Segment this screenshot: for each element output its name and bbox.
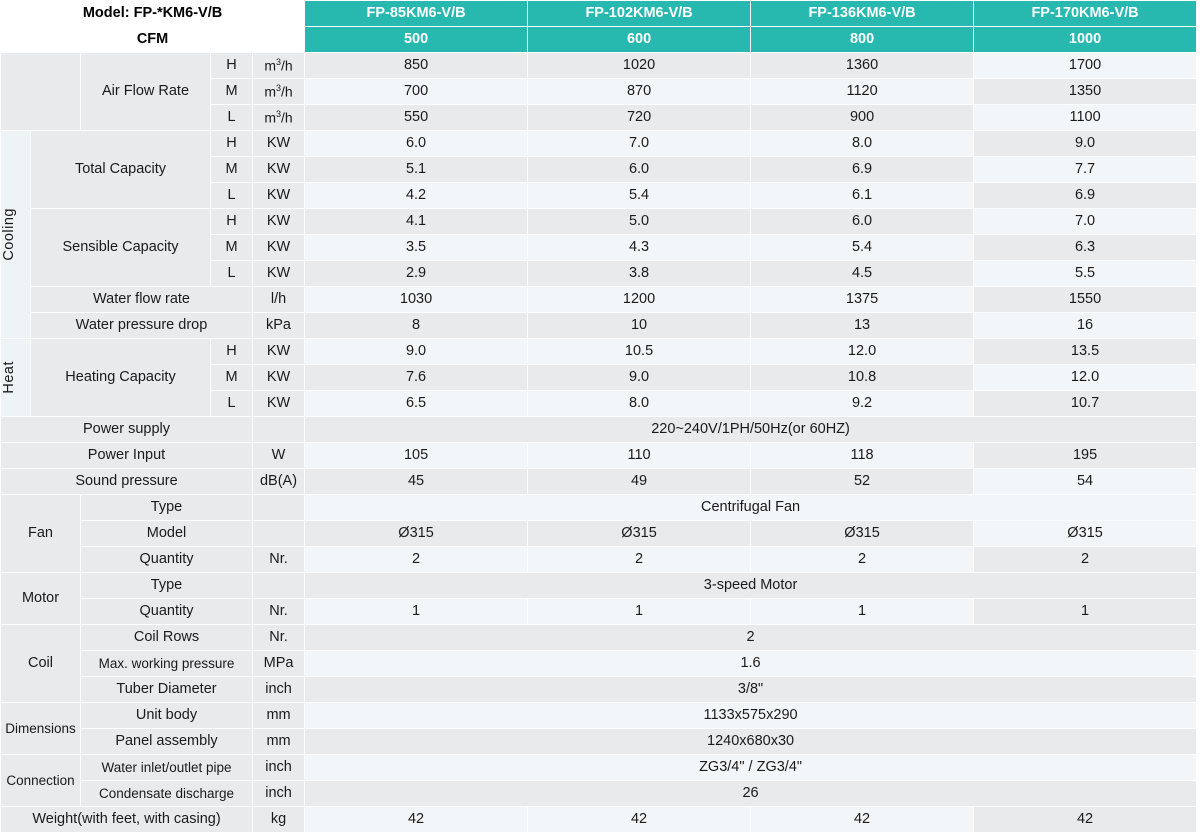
- total-capacity-m-value-4: 7.7: [974, 157, 1197, 183]
- sound-pressure-value-1: 45: [305, 469, 528, 495]
- sensible-capacity-l-value-3: 4.5: [751, 261, 974, 287]
- sensible-capacity-m-value-3: 5.4: [751, 235, 974, 261]
- coil-rows-value: 2: [305, 625, 1197, 651]
- fan-quantity-value-4: 2: [974, 547, 1197, 573]
- fan-model-value-4: Ø315: [974, 521, 1197, 547]
- sound-pressure-label: Sound pressure: [1, 469, 253, 495]
- heating-capacity-unit-l: KW: [253, 391, 305, 417]
- air-flow-rate-l-value-3: 900: [751, 105, 974, 131]
- total-capacity-h-value-2: 7.0: [528, 131, 751, 157]
- water-pressure-drop-value-3: 13: [751, 313, 974, 339]
- dimensions-panel-assembly-value: 1240x680x30: [305, 729, 1197, 755]
- heating-capacity-unit-h: KW: [253, 339, 305, 365]
- water-flow-rate-row: [1, 287, 1197, 313]
- model-label: Model: FP-*KM6-V/B: [1, 1, 305, 27]
- total-capacity-unit-l: KW: [253, 183, 305, 209]
- weight-value-2: 42: [528, 807, 751, 833]
- water-pressure-drop-value-4: 16: [974, 313, 1197, 339]
- power-input-value-1: 105: [305, 443, 528, 469]
- weight-value-4: 42: [974, 807, 1197, 833]
- motor-type-row: [1, 573, 1197, 599]
- water-flow-rate-value-3: 1375: [751, 287, 974, 313]
- power-supply-value: 220~240V/1PH/50Hz(or 60HZ): [305, 417, 1197, 443]
- cooling-group-label: Cooling: [1, 131, 31, 339]
- water-pressure-drop-label: Water pressure drop: [31, 313, 253, 339]
- dimensions-unit-body-row: [1, 703, 1197, 729]
- total-capacity-h-value-4: 9.0: [974, 131, 1197, 157]
- fan-quantity-label: Quantity: [81, 547, 253, 573]
- motor-type-unit: [253, 573, 305, 599]
- weight-unit: kg: [253, 807, 305, 833]
- total-capacity-h-value-3: 8.0: [751, 131, 974, 157]
- sound-pressure-value-2: 49: [528, 469, 751, 495]
- air-flow-rate-h-value-1: 850: [305, 53, 528, 79]
- air-flow-rate-speed-h: H: [211, 53, 253, 79]
- dimensions-panel-assembly-unit: mm: [253, 729, 305, 755]
- heating-capacity-h-value-1: 9.0: [305, 339, 528, 365]
- sensible-capacity-speed-m: M: [211, 235, 253, 261]
- air-flow-rate-m-value-1: 700: [305, 79, 528, 105]
- power-input-value-2: 110: [528, 443, 751, 469]
- coil-max-pressure-unit: MPa: [253, 651, 305, 677]
- sensible-capacity-h-value-2: 5.0: [528, 209, 751, 235]
- model-column-3: FP-136KM6-V/B: [751, 1, 974, 27]
- heating-capacity-l-value-2: 8.0: [528, 391, 751, 417]
- connection-water-pipe-label: Water inlet/outlet pipe: [81, 755, 253, 781]
- connection-condensate-row: [1, 781, 1197, 807]
- heating-capacity-unit-m: KW: [253, 365, 305, 391]
- sensible-capacity-h-value-4: 7.0: [974, 209, 1197, 235]
- heating-capacity-m-value-3: 10.8: [751, 365, 974, 391]
- sensible-capacity-speed-l: L: [211, 261, 253, 287]
- dimensions-unit-body-unit: mm: [253, 703, 305, 729]
- water-pressure-drop-row: [1, 313, 1197, 339]
- air-flow-rate-speed-l: L: [211, 105, 253, 131]
- model-column-2: FP-102KM6-V/B: [528, 1, 751, 27]
- connection-water-pipe-value: ZG3/4" / ZG3/4": [305, 755, 1197, 781]
- motor-quantity-row: [1, 599, 1197, 625]
- air-flow-rate-label-spacer: [1, 53, 81, 131]
- weight-value-1: 42: [305, 807, 528, 833]
- motor-quantity-value-1: 1: [305, 599, 528, 625]
- air-flow-rate-m-value-2: 870: [528, 79, 751, 105]
- motor-quantity-value-2: 1: [528, 599, 751, 625]
- motor-quantity-unit: Nr.: [253, 599, 305, 625]
- air-flow-rate-m-value-4: 1350: [974, 79, 1197, 105]
- dimensions-label: Dimensions: [1, 703, 81, 755]
- total-capacity-h-row: [1, 131, 1197, 157]
- power-input-value-4: 195: [974, 443, 1197, 469]
- sensible-capacity-h-value-1: 4.1: [305, 209, 528, 235]
- motor-type-value: 3-speed Motor: [305, 573, 1197, 599]
- coil-tube-diameter-unit: inch: [253, 677, 305, 703]
- sensible-capacity-l-value-2: 3.8: [528, 261, 751, 287]
- coil-max-pressure-label: Max. working pressure: [81, 651, 253, 677]
- heating-capacity-l-value-3: 9.2: [751, 391, 974, 417]
- sensible-capacity-h-row: [1, 209, 1197, 235]
- sensible-capacity-unit-h: KW: [253, 209, 305, 235]
- weight-value-3: 42: [751, 807, 974, 833]
- dimensions-panel-assembly-row: [1, 729, 1197, 755]
- total-capacity-l-value-3: 6.1: [751, 183, 974, 209]
- water-flow-rate-value-2: 1200: [528, 287, 751, 313]
- air-flow-rate-h-value-4: 1700: [974, 53, 1197, 79]
- fan-model-unit: [253, 521, 305, 547]
- total-capacity-unit-h: KW: [253, 131, 305, 157]
- power-input-label: Power Input: [1, 443, 253, 469]
- air-flow-rate-unit-m: $m^3/h$: [253, 79, 305, 105]
- total-capacity-m-value-3: 6.9: [751, 157, 974, 183]
- dimensions-unit-body-label: Unit body: [81, 703, 253, 729]
- fan-label: Fan: [1, 495, 81, 573]
- fan-type-row: [1, 495, 1197, 521]
- fan-quantity-value-1: 2: [305, 547, 528, 573]
- air-flow-rate-speed-m: M: [211, 79, 253, 105]
- model-column-1: FP-85KM6-V/B: [305, 1, 528, 27]
- coil-label: Coil: [1, 625, 81, 703]
- sound-pressure-value-4: 54: [974, 469, 1197, 495]
- cfm-value-2: 600: [528, 27, 751, 53]
- cfm-value-4: 1000: [974, 27, 1197, 53]
- air-flow-rate-h-row: [1, 53, 1197, 79]
- total-capacity-m-value-2: 6.0: [528, 157, 751, 183]
- motor-type-label: Type: [81, 573, 253, 599]
- power-supply-row: [1, 417, 1197, 443]
- water-flow-rate-value-4: 1550: [974, 287, 1197, 313]
- coil-max-pressure-value: 1.6: [305, 651, 1197, 677]
- connection-condensate-unit: inch: [253, 781, 305, 807]
- sound-pressure-value-3: 52: [751, 469, 974, 495]
- power-supply-label: Power supply: [1, 417, 253, 443]
- cfm-value-3: 800: [751, 27, 974, 53]
- heating-capacity-l-value-1: 6.5: [305, 391, 528, 417]
- motor-quantity-label: Quantity: [81, 599, 253, 625]
- coil-tube-diameter-label: Tuber Diameter: [81, 677, 253, 703]
- connection-water-pipe-row: [1, 755, 1197, 781]
- air-flow-rate-label: Air Flow Rate: [81, 53, 211, 131]
- total-capacity-l-value-2: 5.4: [528, 183, 751, 209]
- coil-rows-unit: Nr.: [253, 625, 305, 651]
- fan-type-value: Centrifugal Fan: [305, 495, 1197, 521]
- air-flow-rate-l-value-4: 1100: [974, 105, 1197, 131]
- power-input-value-3: 118: [751, 443, 974, 469]
- weight-label: Weight(with feet, with casing): [1, 807, 253, 833]
- power-input-row: [1, 443, 1197, 469]
- heating-capacity-m-value-2: 9.0: [528, 365, 751, 391]
- sound-pressure-row: [1, 469, 1197, 495]
- total-capacity-l-value-4: 6.9: [974, 183, 1197, 209]
- connection-condensate-label: Condensate discharge: [81, 781, 253, 807]
- dimensions-panel-assembly-label: Panel assembly: [81, 729, 253, 755]
- sound-pressure-unit: dB(A): [253, 469, 305, 495]
- fan-quantity-unit: Nr.: [253, 547, 305, 573]
- coil-tube-diameter-value: 3/8": [305, 677, 1197, 703]
- air-flow-rate-unit-h: $m^3/h$: [253, 53, 305, 79]
- heating-capacity-l-value-4: 10.7: [974, 391, 1197, 417]
- power-input-unit: W: [253, 443, 305, 469]
- connection-condensate-value: 26: [305, 781, 1197, 807]
- fan-type-unit: [253, 495, 305, 521]
- water-pressure-drop-value-1: 8: [305, 313, 528, 339]
- air-flow-rate-h-value-3: 1360: [751, 53, 974, 79]
- sensible-capacity-m-value-1: 3.5: [305, 235, 528, 261]
- heating-capacity-label: Heating Capacity: [31, 339, 211, 417]
- water-flow-rate-label: Water flow rate: [31, 287, 253, 313]
- air-flow-rate-l-value-1: 550: [305, 105, 528, 131]
- cfm-row: [1, 27, 1197, 53]
- sensible-capacity-label: Sensible Capacity: [31, 209, 211, 287]
- fan-model-value-2: Ø315: [528, 521, 751, 547]
- total-capacity-speed-l: L: [211, 183, 253, 209]
- motor-quantity-value-3: 1: [751, 599, 974, 625]
- total-capacity-speed-m: M: [211, 157, 253, 183]
- air-flow-rate-l-value-2: 720: [528, 105, 751, 131]
- fan-quantity-value-3: 2: [751, 547, 974, 573]
- air-flow-rate-m-value-3: 1120: [751, 79, 974, 105]
- fan-quantity-row: [1, 547, 1197, 573]
- coil-rows-row: [1, 625, 1197, 651]
- motor-label: Motor: [1, 573, 81, 625]
- sensible-capacity-l-value-1: 2.9: [305, 261, 528, 287]
- total-capacity-l-value-1: 4.2: [305, 183, 528, 209]
- total-capacity-label: Total Capacity: [31, 131, 211, 209]
- heating-capacity-h-value-3: 12.0: [751, 339, 974, 365]
- water-flow-rate-value-1: 1030: [305, 287, 528, 313]
- water-pressure-drop-unit: kPa: [253, 313, 305, 339]
- fan-model-value-1: Ø315: [305, 521, 528, 547]
- total-capacity-m-value-1: 5.1: [305, 157, 528, 183]
- sensible-capacity-l-value-4: 5.5: [974, 261, 1197, 287]
- air-flow-rate-unit-l: $m^3/h$: [253, 105, 305, 131]
- heating-capacity-speed-h: H: [211, 339, 253, 365]
- sensible-capacity-speed-h: H: [211, 209, 253, 235]
- dimensions-unit-body-value: 1133x575x290: [305, 703, 1197, 729]
- model-column-4: FP-170KM6-V/B: [974, 1, 1197, 27]
- total-capacity-unit-m: KW: [253, 157, 305, 183]
- power-supply-unit: [253, 417, 305, 443]
- sensible-capacity-unit-m: KW: [253, 235, 305, 261]
- heating-capacity-m-value-1: 7.6: [305, 365, 528, 391]
- sensible-capacity-m-value-4: 6.3: [974, 235, 1197, 261]
- fan-model-row: [1, 521, 1197, 547]
- total-capacity-h-value-1: 6.0: [305, 131, 528, 157]
- motor-quantity-value-4: 1: [974, 599, 1197, 625]
- heating-capacity-speed-l: L: [211, 391, 253, 417]
- sensible-capacity-unit-l: KW: [253, 261, 305, 287]
- fan-model-label: Model: [81, 521, 253, 547]
- water-pressure-drop-value-2: 10: [528, 313, 751, 339]
- coil-rows-label: Coil Rows: [81, 625, 253, 651]
- heating-capacity-speed-m: M: [211, 365, 253, 391]
- fan-quantity-value-2: 2: [528, 547, 751, 573]
- table-header-row: [1, 1, 1197, 27]
- total-capacity-speed-h: H: [211, 131, 253, 157]
- coil-max-pressure-row: [1, 651, 1197, 677]
- heating-capacity-m-value-4: 12.0: [974, 365, 1197, 391]
- fan-model-value-3: Ø315: [751, 521, 974, 547]
- heat-group-label: Heat: [1, 339, 31, 417]
- sensible-capacity-h-value-3: 6.0: [751, 209, 974, 235]
- air-flow-rate-h-value-2: 1020: [528, 53, 751, 79]
- connection-water-pipe-unit: inch: [253, 755, 305, 781]
- cfm-label: CFM: [1, 27, 305, 53]
- water-flow-rate-unit: l/h: [253, 287, 305, 313]
- heating-capacity-h-value-2: 10.5: [528, 339, 751, 365]
- cfm-value-1: 500: [305, 27, 528, 53]
- heating-capacity-h-row: [1, 339, 1197, 365]
- heating-capacity-h-value-4: 13.5: [974, 339, 1197, 365]
- sensible-capacity-m-value-2: 4.3: [528, 235, 751, 261]
- coil-tube-diameter-row: [1, 677, 1197, 703]
- fan-type-label: Type: [81, 495, 253, 521]
- connection-label: Connection: [1, 755, 81, 807]
